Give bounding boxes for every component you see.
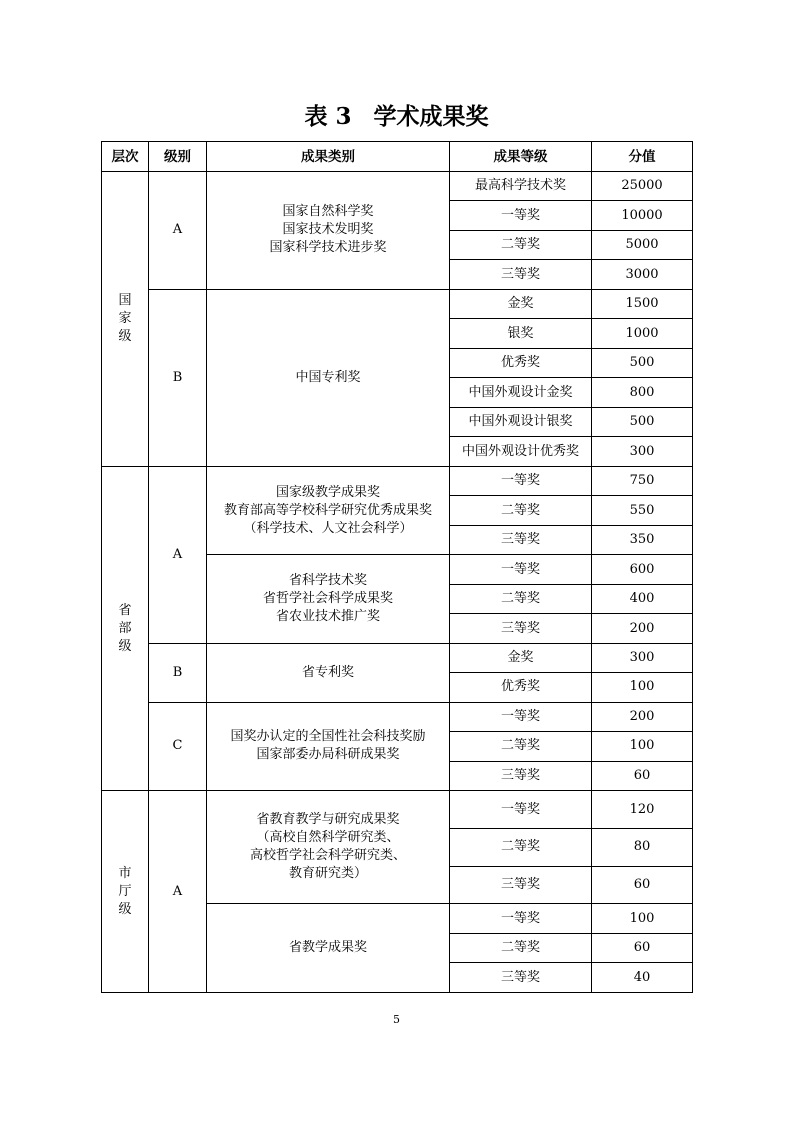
table-row (102, 791, 693, 829)
award-level-cell: 一等奖 (450, 466, 592, 495)
page-number: 5 (393, 1013, 400, 1026)
category-cell: 国家级教学成果奖 教育部高等学校科学研究优秀成果奖 （科学技术、人文社会科学） (207, 466, 450, 554)
header-row (102, 142, 693, 172)
header-cell: 层次 (102, 142, 149, 172)
score-cell: 500 (592, 407, 693, 436)
level-cell-municipal: 市 厅 级 (102, 791, 149, 993)
score-cell: 3000 (592, 260, 693, 289)
score-cell: 10000 (592, 201, 693, 230)
award-level-cell: 三等奖 (450, 614, 592, 643)
award-level-cell: 一等奖 (450, 555, 592, 584)
score-cell: 750 (592, 466, 693, 495)
table-row (102, 466, 693, 495)
category-cell: 国家自然科学奖 国家技术发明奖 国家科学技术进步奖 (207, 172, 450, 290)
award-level-cell: 二等奖 (450, 496, 592, 525)
score-cell: 40 (592, 963, 693, 993)
score-cell: 60 (592, 761, 693, 790)
award-level-cell: 二等奖 (450, 732, 592, 761)
grade-cell: C (149, 702, 207, 790)
award-level-cell: 二等奖 (450, 828, 592, 866)
score-cell: 60 (592, 933, 693, 962)
category-cell: 省科学技术奖 省哲学社会科学成果奖 省农业技术推广奖 (207, 555, 450, 643)
score-cell: 25000 (592, 172, 693, 201)
score-cell: 300 (592, 643, 693, 672)
award-level-cell: 优秀奖 (450, 348, 592, 377)
award-level-cell: 一等奖 (450, 904, 592, 933)
score-cell: 400 (592, 584, 693, 613)
award-level-cell: 中国外观设计银奖 (450, 407, 592, 436)
table-row (102, 702, 693, 731)
score-cell: 500 (592, 348, 693, 377)
score-cell: 200 (592, 614, 693, 643)
award-level-cell: 三等奖 (450, 260, 592, 289)
header-cell: 成果等级 (450, 142, 592, 172)
table-row (102, 172, 693, 201)
score-cell: 120 (592, 791, 693, 829)
score-cell: 300 (592, 437, 693, 466)
header-cell: 级别 (149, 142, 207, 172)
category-cell: 省教学成果奖 (207, 904, 450, 993)
score-cell: 800 (592, 378, 693, 407)
level-cell-national: 国 家 级 (102, 172, 149, 467)
award-level-cell: 一等奖 (450, 791, 592, 829)
table-row (102, 289, 693, 318)
score-cell: 200 (592, 702, 693, 731)
award-level-cell: 三等奖 (450, 963, 592, 993)
score-cell: 60 (592, 866, 693, 904)
award-level-cell: 三等奖 (450, 525, 592, 554)
header-cell: 分值 (592, 142, 693, 172)
award-level-cell: 一等奖 (450, 702, 592, 731)
table-title-text: 学术成果奖 (373, 103, 489, 130)
grade-cell: A (149, 172, 207, 290)
score-cell: 1500 (592, 289, 693, 318)
award-level-cell: 一等奖 (450, 201, 592, 230)
award-level-cell: 中国外观设计金奖 (450, 378, 592, 407)
grade-cell: B (149, 643, 207, 702)
category-cell: 国奖办认定的全国性社会科技奖励 国家部委办局科研成果奖 (207, 702, 450, 790)
table-number: 表 3 (304, 103, 352, 130)
table-row (102, 643, 693, 672)
score-cell: 80 (592, 828, 693, 866)
score-cell: 550 (592, 496, 693, 525)
award-level-cell: 三等奖 (450, 866, 592, 904)
score-cell: 100 (592, 904, 693, 933)
score-cell: 5000 (592, 230, 693, 259)
category-cell: 中国专利奖 (207, 289, 450, 466)
award-level-cell: 二等奖 (450, 933, 592, 962)
award-level-cell: 二等奖 (450, 230, 592, 259)
award-level-cell: 金奖 (450, 643, 592, 672)
award-level-cell: 三等奖 (450, 761, 592, 790)
award-level-cell: 最高科学技术奖 (450, 172, 592, 201)
score-cell: 100 (592, 673, 693, 702)
grade-cell: A (149, 466, 207, 643)
academic-awards-table (101, 141, 693, 993)
award-level-cell: 二等奖 (450, 584, 592, 613)
category-cell: 省专利奖 (207, 643, 450, 702)
award-level-cell: 金奖 (450, 289, 592, 318)
award-level-cell: 中国外观设计优秀奖 (450, 437, 592, 466)
award-level-cell: 银奖 (450, 319, 592, 348)
grade-cell: B (149, 289, 207, 466)
score-cell: 1000 (592, 319, 693, 348)
award-level-cell: 优秀奖 (450, 673, 592, 702)
score-cell: 100 (592, 732, 693, 761)
category-cell: 省教育教学与研究成果奖 （高校自然科学研究类、 高校哲学社会科学研究类、 教育研究类） (207, 791, 450, 904)
level-cell-provincial: 省 部 级 (102, 466, 149, 790)
score-cell: 600 (592, 555, 693, 584)
table-title (0, 98, 793, 131)
header-cell: 成果类别 (207, 142, 450, 172)
score-cell: 350 (592, 525, 693, 554)
grade-cell: A (149, 791, 207, 993)
